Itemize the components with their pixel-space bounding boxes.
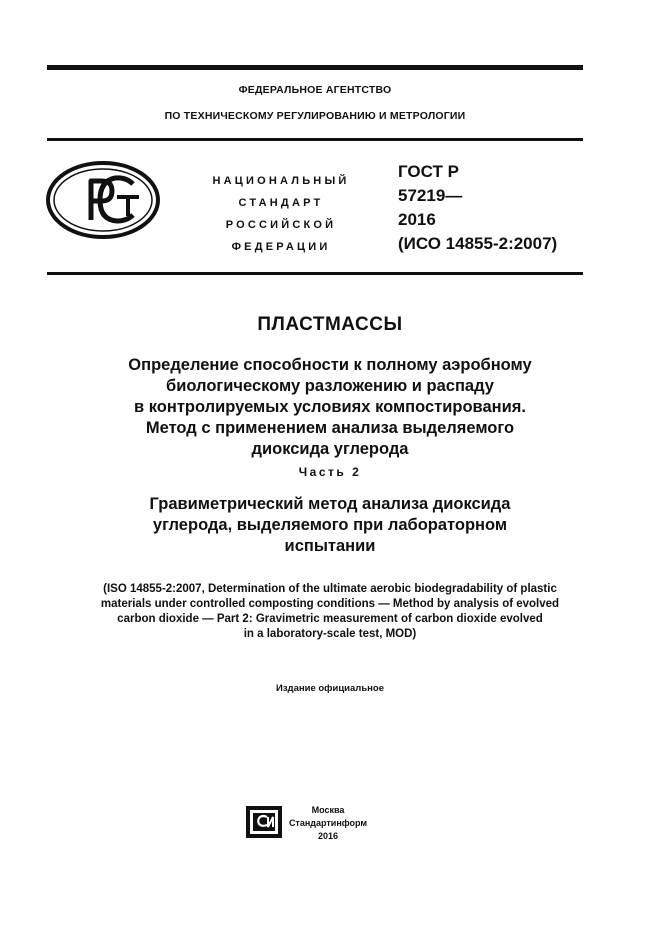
part-title-line: Гравиметрический метод анализа диоксида — [149, 495, 511, 513]
standard-designation — [398, 160, 557, 256]
standard-type — [186, 170, 376, 258]
publisher-city: Москва — [311, 805, 345, 815]
rst-certification-mark-icon — [45, 160, 161, 245]
iso-reference-line: materials under controlled composting conditions — Method by analysis of evolved — [100, 598, 560, 610]
publication-year: 2016 — [317, 831, 339, 841]
standard-type-line: РОССИЙСКОЙ — [225, 219, 337, 231]
subtitle-line: Метод с применением анализа выделяемого — [145, 419, 515, 437]
designation-line: (ИСО 14855-2:2007) — [398, 234, 558, 253]
part-title-line: углерода, выделяемого при лабораторном — [152, 516, 508, 534]
iso-reference-line: (ISO 14855-2:2007, Determination of the ultimate aerobic biodegradability of plastic — [103, 583, 557, 595]
iso-reference-line: in a laboratory-scale test, MOD) — [243, 628, 417, 640]
subtitle-line: биологическому разложению и распаду — [166, 377, 494, 395]
lower-rule — [47, 272, 583, 275]
designation-line: 57219— — [398, 186, 463, 205]
document-subtitle — [47, 355, 613, 460]
standard-type-line: НАЦИОНАЛЬНЫЙ — [212, 175, 350, 187]
agency-name-line1: ФЕДЕРАЛЬНОЕ АГЕНТСТВО — [238, 84, 392, 96]
part-label: Часть 2 — [298, 465, 362, 479]
agency-name-line2: ПО ТЕХНИЧЕСКОМУ РЕГУЛИРОВАНИЮ И МЕТРОЛОГИИ — [164, 110, 466, 122]
publisher-name: Стандартинформ — [288, 818, 368, 828]
standard-type-line: ФЕДЕРАЦИИ — [231, 241, 331, 253]
part-title-line: испытании — [284, 537, 376, 555]
standard-type-line: СТАНДАРТ — [238, 197, 324, 209]
publisher-info — [288, 804, 368, 843]
middle-rule — [47, 138, 583, 141]
document-title: ПЛАСТМАССЫ — [257, 314, 403, 335]
subtitle-line: диоксида углерода — [251, 440, 409, 458]
iso-reference-line: carbon dioxide — Part 2: Gravimetric measurement of carbon dioxide evolved — [117, 613, 543, 625]
iso-reference — [30, 582, 630, 642]
edition-note: Издание официальное — [276, 683, 384, 694]
designation-line: ГОСТ Р — [398, 162, 459, 181]
subtitle-line: Определение способности к полному аэробному — [128, 356, 532, 374]
subtitle-line: в контролируемых условиях компостирования. — [134, 398, 526, 416]
standartinform-logo-icon — [246, 806, 282, 843]
top-rule — [47, 65, 583, 70]
part-title — [47, 494, 613, 557]
designation-line: 2016 — [398, 210, 436, 229]
